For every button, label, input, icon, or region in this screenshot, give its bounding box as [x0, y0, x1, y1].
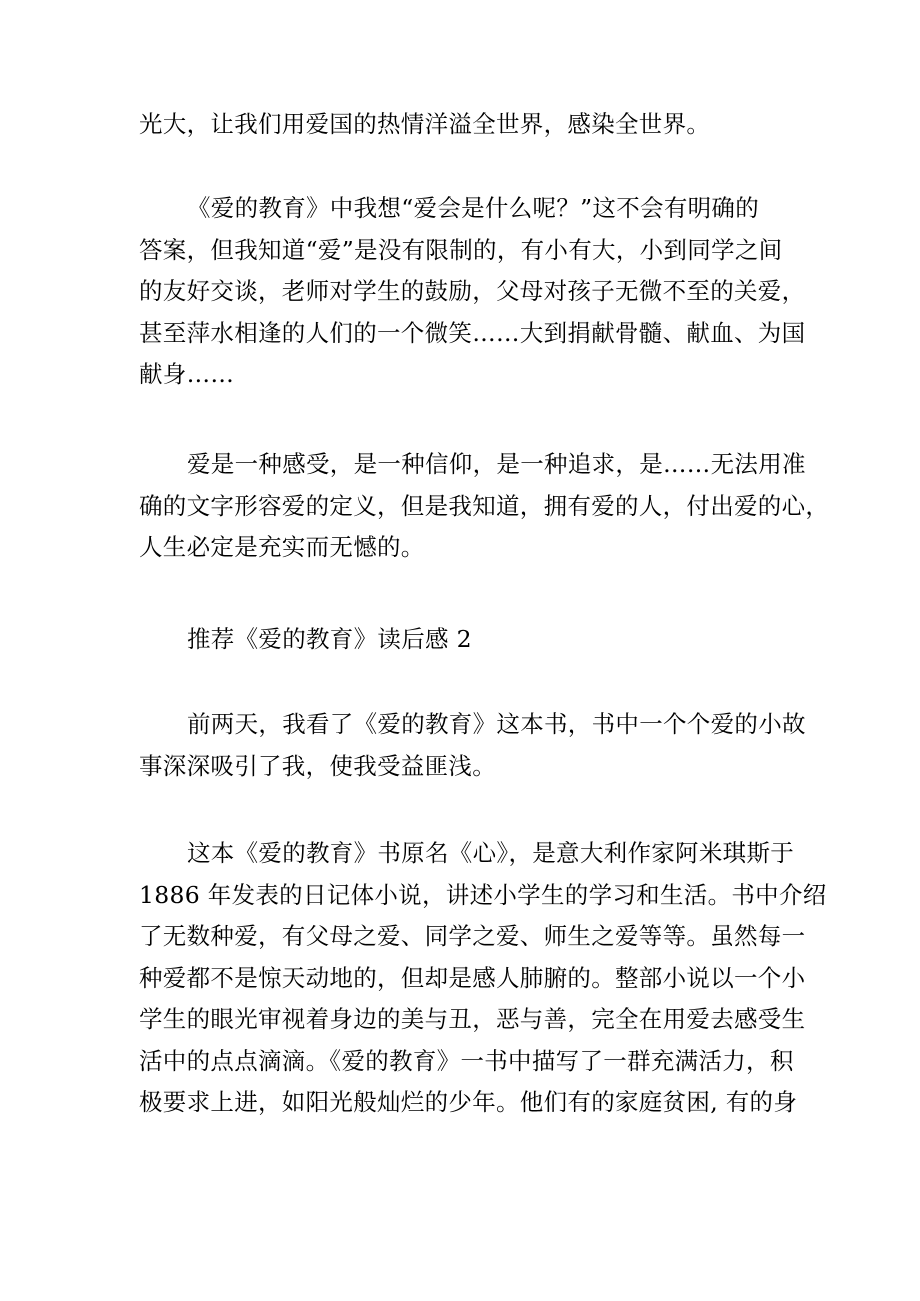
paragraph-line: 献身……: [139, 360, 235, 388]
paragraph-line: 了无数种爱，有父母之爱、同学之爱、师生之爱等等。虽然每一: [139, 922, 806, 950]
paragraph-line: 《爱的教育》中我想“爱会是什么呢？”这不会有明确的: [187, 194, 760, 222]
paragraph-book-summary: [139, 833, 827, 1124]
section-heading-text: 推荐《爱的教育》读后感 2: [187, 625, 472, 653]
paragraph-love-feeling: [139, 444, 830, 569]
paragraph-line: 这本《爱的教育》书原名《心》，是意大利作家阿米琪斯于: [187, 839, 795, 867]
paragraph-line: 事深深吸引了我，使我受益匪浅。: [139, 751, 496, 780]
paragraph-line: 甚至萍水相逢的人们的一个微笑……大到捐献骨髓、献血、为国: [139, 318, 806, 347]
paragraph-line: 人生必定是充实而无憾的。: [139, 533, 425, 561]
paragraph-line: 种爱都不是惊天动地的，但却是感人肺腑的。整部小说以一个小: [139, 963, 806, 992]
paragraph-line: 光大，让我们用爱国的热情洋溢全世界，感染全世界。: [139, 110, 711, 138]
paragraph-line: 极要求上进，如阳光般灿烂的少年。他们有的家庭贫困, 有的身: [139, 1088, 798, 1116]
section-heading: [139, 619, 787, 661]
paragraph-line: 前两天，我看了《爱的教育》这本书，书中一个个爱的小故: [187, 710, 806, 738]
paragraph-line: 答案，但我知道“爱”是没有限制的，有小有大，小到同学之间: [139, 235, 783, 264]
paragraph-line: 学生的眼光审视着身边的美与丑，恶与善，完全在用爱去感受生: [139, 1005, 806, 1033]
paragraph-line: 确的文字形容爱的定义，但是我知道，拥有爱的人，付出爱的心，: [139, 491, 830, 520]
paragraph-line: 的友好交谈，老师对学生的鼓励，父母对孩子无微不至的关爱，: [139, 277, 806, 305]
paragraph-love-definition: [139, 188, 806, 396]
paragraph-intro: [139, 704, 806, 787]
paragraph-continuation: [139, 104, 787, 146]
paragraph-line: 爱是一种感受，是一种信仰，是一种追求，是……无法用准: [187, 450, 806, 478]
paragraph-line: 活中的点点滴滴。《爱的教育》一书中描写了一群充满活力，积: [139, 1046, 794, 1075]
paragraph-line: 1886 年发表的日记体小说，讲述小学生的学习和生活。书中介绍: [139, 880, 827, 909]
